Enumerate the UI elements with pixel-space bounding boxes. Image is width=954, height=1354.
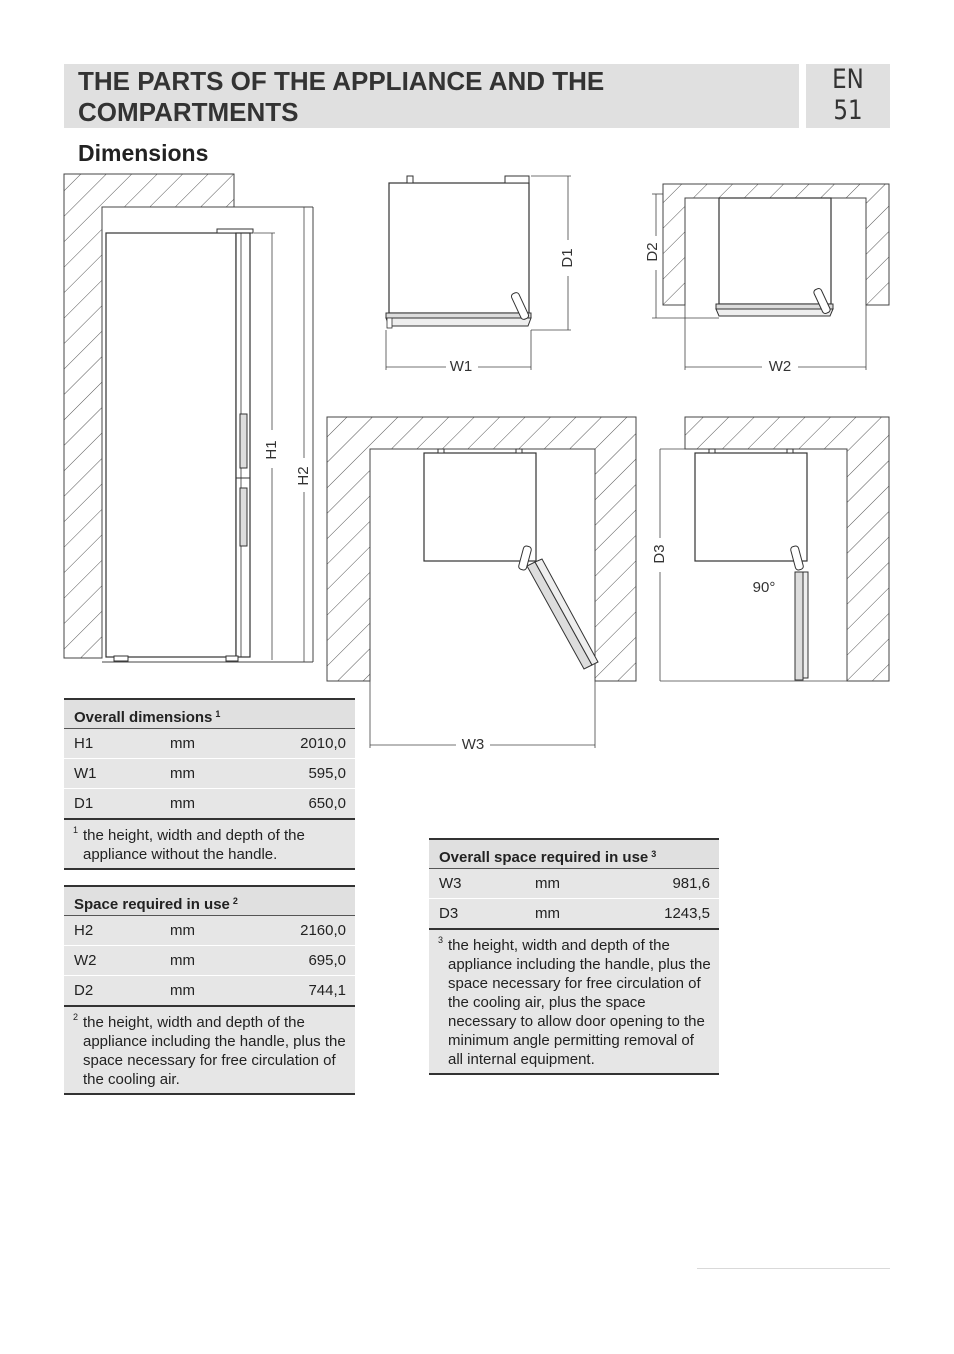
table-row: W1 mm 595,0 (64, 759, 355, 789)
top-view-drawing-d3 (660, 417, 889, 681)
label-w2: W2 (768, 357, 792, 375)
label-d1: D1 (558, 248, 576, 268)
space-required-table (64, 885, 355, 1095)
table-row: W2 mm 695,0 (64, 946, 355, 976)
table-row: H2 mm 2160,0 (64, 916, 355, 946)
overall-space-table (429, 838, 719, 1075)
label-w1: W1 (449, 357, 473, 375)
label-angle-90: 90° (752, 578, 776, 596)
footer-divider (697, 1268, 890, 1269)
label-d2: D2 (643, 242, 661, 262)
label-d3: D3 (650, 544, 668, 564)
language-code: EN (832, 64, 864, 95)
table-row: D1 mm 650,0 (64, 789, 355, 820)
top-view-drawing-w3 (327, 417, 636, 748)
overall-dimensions-table (64, 698, 355, 870)
page-title: THE PARTS OF THE APPLIANCE AND THE COMPARTMENTS (78, 66, 605, 127)
page-number: 51 (833, 95, 863, 126)
table-header: Overall dimensions $^1$ (64, 698, 355, 729)
table-row: W3 mm 981,6 (429, 869, 719, 899)
table-header: Space required in use $^2$ (64, 885, 355, 916)
section-title: Dimensions (78, 140, 209, 166)
label-w3: W3 (461, 735, 485, 753)
top-view-drawing-w1 (386, 176, 571, 370)
table-footnote: 1 the height, width and depth of the appliance without the handle. (64, 820, 355, 870)
top-view-drawing-w2 (652, 184, 889, 370)
label-h1: H1 (262, 440, 280, 460)
table-footnote: 2 the height, width and depth of the appliance including the handle, plus the space necessary for free circulation of the cooling air. (64, 1007, 355, 1095)
table-footnote: 3 the height, width and depth of the appliance including the handle, plus the space necessary for free circulation of the cooling air, plus the space necessary to allow door opening to the minimum angle permitting removal of all internal equipment. (429, 930, 719, 1075)
table-row: H1 mm 2010,0 (64, 729, 355, 759)
table-header: Overall space required in use $^3$ (429, 838, 719, 869)
side-view-drawing (64, 174, 313, 662)
table-row: D3 mm 1243,5 (429, 899, 719, 930)
table-row: D2 mm 744,1 (64, 976, 355, 1007)
label-h2: H2 (294, 466, 312, 486)
